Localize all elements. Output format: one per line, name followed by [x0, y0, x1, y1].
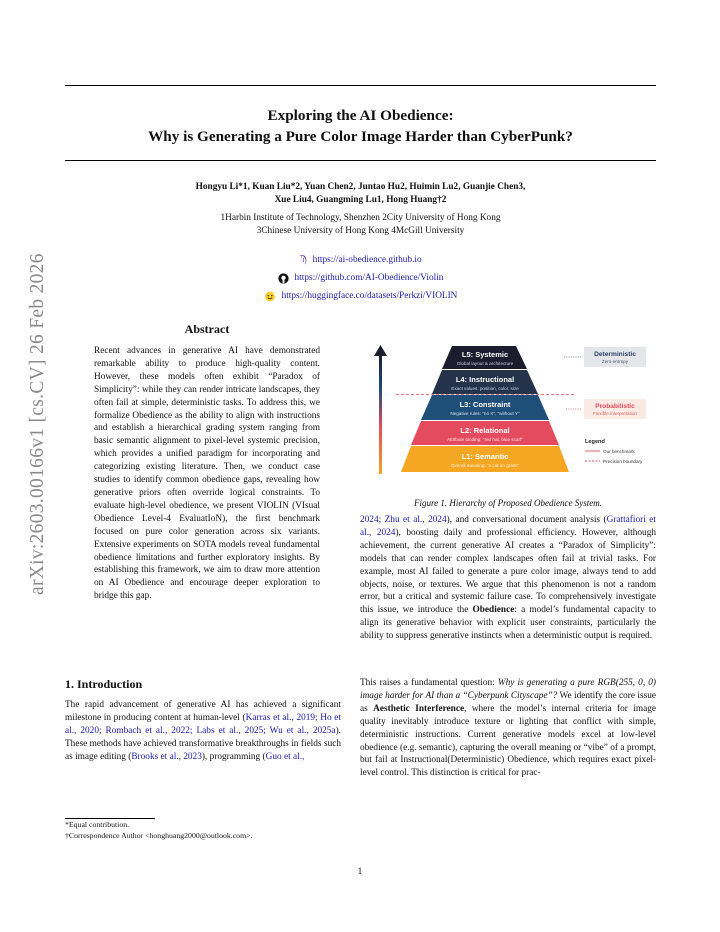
- probabilistic-sub: Flexible interpretation: [593, 411, 637, 416]
- abstract-heading: Abstract: [184, 322, 230, 336]
- figure-caption: Figure 1. Hierarchy of Proposed Obedience System.: [414, 498, 602, 508]
- title-rule-bottom: [65, 160, 656, 161]
- difficulty-arrow: [379, 354, 382, 474]
- author-line-1: Hongyu Li*1, Kuan Liu*2, Yuan Chen2, Juntao Hu2, Huimin Lu2, Guanjie Chen3,: [195, 182, 526, 192]
- page-number: 1: [357, 867, 363, 877]
- level-1-sub: Overall meaning: "a cat on grass": [450, 463, 520, 468]
- abstract-text: Recent advances in generative AI have demonstrated remarkable ability to produce high-quality content. However, these models often exhibit “Paradox of Simplicity”: while they can render intricate landscapes, they often fail at simple, deterministic tasks. To address this, we formalize Obedience as the ability to align with instructions and establish a hierarchical grading system ranging from basic semantic alignment to pixel-level systemic precision, which provides a unified paradigm for incorporating and categorizing existing literature. Then, we conduct case studies to identify common obedience gaps, revealing how generative priors often override logical constraints. To evaluate high-level obedience, we present VIOLIN (VIsual Obedience Level-4 EvaluatIoN), the first benchmark focused on pure color generation across six variants. Extensive experiments on SOTA models reveal fundamental obedience limitations and further exploratory insights. By establishing this framework, we aim to draw more attention on AI Obedience and encourage deeper exploration to bridge this gap.: [94, 346, 320, 602]
- key-question: Why is generating a pure RGB(255, 0, 0) image harder for AI than a “Cyberpunk Cityscape”?: [360, 678, 656, 701]
- paper-title: [65, 105, 656, 147]
- project-links: [65, 251, 656, 305]
- citation[interactable]: Karras et al., 2019; Ho et al., 2020; Rombach et al., 2022; Labs et al., 2025; Wu et al., 2025a: [65, 712, 341, 736]
- footnote-corresponding: †Correspondence Author <honghuang2000@outlook.com>.: [65, 830, 253, 840]
- huggingface-icon: [264, 291, 276, 302]
- level-5-sub: Global layout & architecture: [456, 361, 514, 366]
- arxiv-identifier: arXiv:2603.00166v1 [cs.CV] 26 Feb 2026: [27, 253, 48, 595]
- huggingface-link[interactable]: https://huggingface.co/datasets/Perkzi/VIOLIN: [281, 291, 458, 301]
- citation[interactable]: Brooks et al., 2023: [131, 751, 202, 762]
- github-link[interactable]: https://github.com/AI-Obedience/Violin: [294, 273, 444, 283]
- level-3-sub: Negative rules: "no X", "without Y": [450, 411, 520, 416]
- obedience-hierarchy-figure: [370, 342, 656, 482]
- affiliations: [65, 212, 656, 238]
- title-line-2: Why is Generating a Pure Color Image Harder than CyberPunk?: [148, 128, 573, 145]
- level-1-title: L1: Semantic: [461, 452, 509, 461]
- intro-text: The rapid advancement of generative AI has achieved a significant milestone in producing content at human-level (Karras et al., 2019; Ho et al., 2020; Rombach et al., 2022; Labs et al., 2025; Wu et al., 2025a). These methods have achieved transformative breakthroughs in fields such as image editing (Brooks et al., 2023), programming (Guo et al.,: [65, 700, 341, 762]
- legend-benchmark-label: Our benchmark: [603, 449, 635, 454]
- arrow-head-icon: [374, 345, 387, 356]
- author-line-2: Xue Liu4, Guangming Lu1, Hong Huang†2: [274, 195, 447, 205]
- obedience-term: Obedience: [472, 605, 515, 616]
- level-5-title: L5: Systemic: [461, 350, 509, 359]
- deterministic-title: Deterministic: [594, 351, 636, 358]
- affiliation-line-2: 3Chinese University of Hong Kong 4McGill University: [256, 226, 465, 236]
- aesthetic-interference-term: Aesthetic Interference: [373, 703, 465, 714]
- website-link[interactable]: https://ai-obedience.github.io: [312, 255, 422, 265]
- right-paragraph-1: 2024; Zhu et al., 2024), and conversational document analysis (Grattafiori et al., 2024), boosting daily and professional efficiency. However, although achievement, the current generative AI creates a “Paradox of Simplicity”: models that can render complex landscapes often fail at trivial tasks. For example, most AI failed to generate a pure color image, always tend to add objects, noise, or textures. We argue that this phenomenon is not a random error, but a critical and systemic failure case. To comprehensively investigate this issue, we introduce the Obedience: a model’s fundamental capacity to align its generative behavior with explicit user constraints, particularly the ability to suppress generative instincts when a deterministic output is required.: [360, 515, 656, 642]
- deterministic-sub: Zero-entropy: [601, 359, 629, 364]
- level-4-sub: Exact values: position, color, size: [451, 386, 519, 391]
- level-2-title: L2: Relational: [460, 426, 510, 435]
- level-4-title: L4: Instructional: [455, 375, 515, 384]
- citation[interactable]: Guo et al.,: [265, 751, 305, 762]
- legend-title: Legend: [585, 439, 605, 445]
- affiliation-line-1: 1Harbin Institute of Technology, Shenzhen 2City University of Hong Kong: [220, 213, 501, 223]
- title-rule-top: [65, 85, 656, 86]
- citation[interactable]: 2024: [360, 515, 379, 525]
- footnote-rule: [65, 818, 155, 819]
- probabilistic-title: Probabilistic: [595, 403, 635, 410]
- citation[interactable]: Zhu et al., 2024: [384, 515, 447, 525]
- citation[interactable]: Grattafiori et al., 2024: [360, 515, 656, 538]
- author-list: [65, 181, 656, 207]
- footnotes: [65, 820, 341, 841]
- footnote-equal: *Equal contribution.: [65, 820, 130, 829]
- right-paragraph-2: This raises a fundamental question: Why is generating a pure RGB(255, 0, 0) image harder for AI than a “Cyberpunk Cityscape”? We identify the core issue as Aesthetic Interference, where the model’s internal criteria for image quality inevitably introduce texture or lighting that conflict with simple, deterministic instructions. Current generative models excel at low-level obedience (e.g. semantic), capturing the overall meaning or “vibe” of a prompt, but fail at Instructional(Deterministic) Obedience, which requires exact pixel-level control. This distinction is critical for prac-: [360, 678, 657, 779]
- level-2-sub: Attribute binding: "red hat, blue scarf": [447, 437, 523, 442]
- legend-boundary-label: Precision boundary: [603, 459, 643, 464]
- title-line-1: Exploring the AI Obedience:: [267, 107, 454, 124]
- intro-heading: 1. Introduction: [65, 677, 143, 691]
- website-icon: Ϡ: [299, 254, 307, 265]
- github-icon: [278, 273, 289, 284]
- level-3-title: L3: Constraint: [459, 400, 511, 409]
